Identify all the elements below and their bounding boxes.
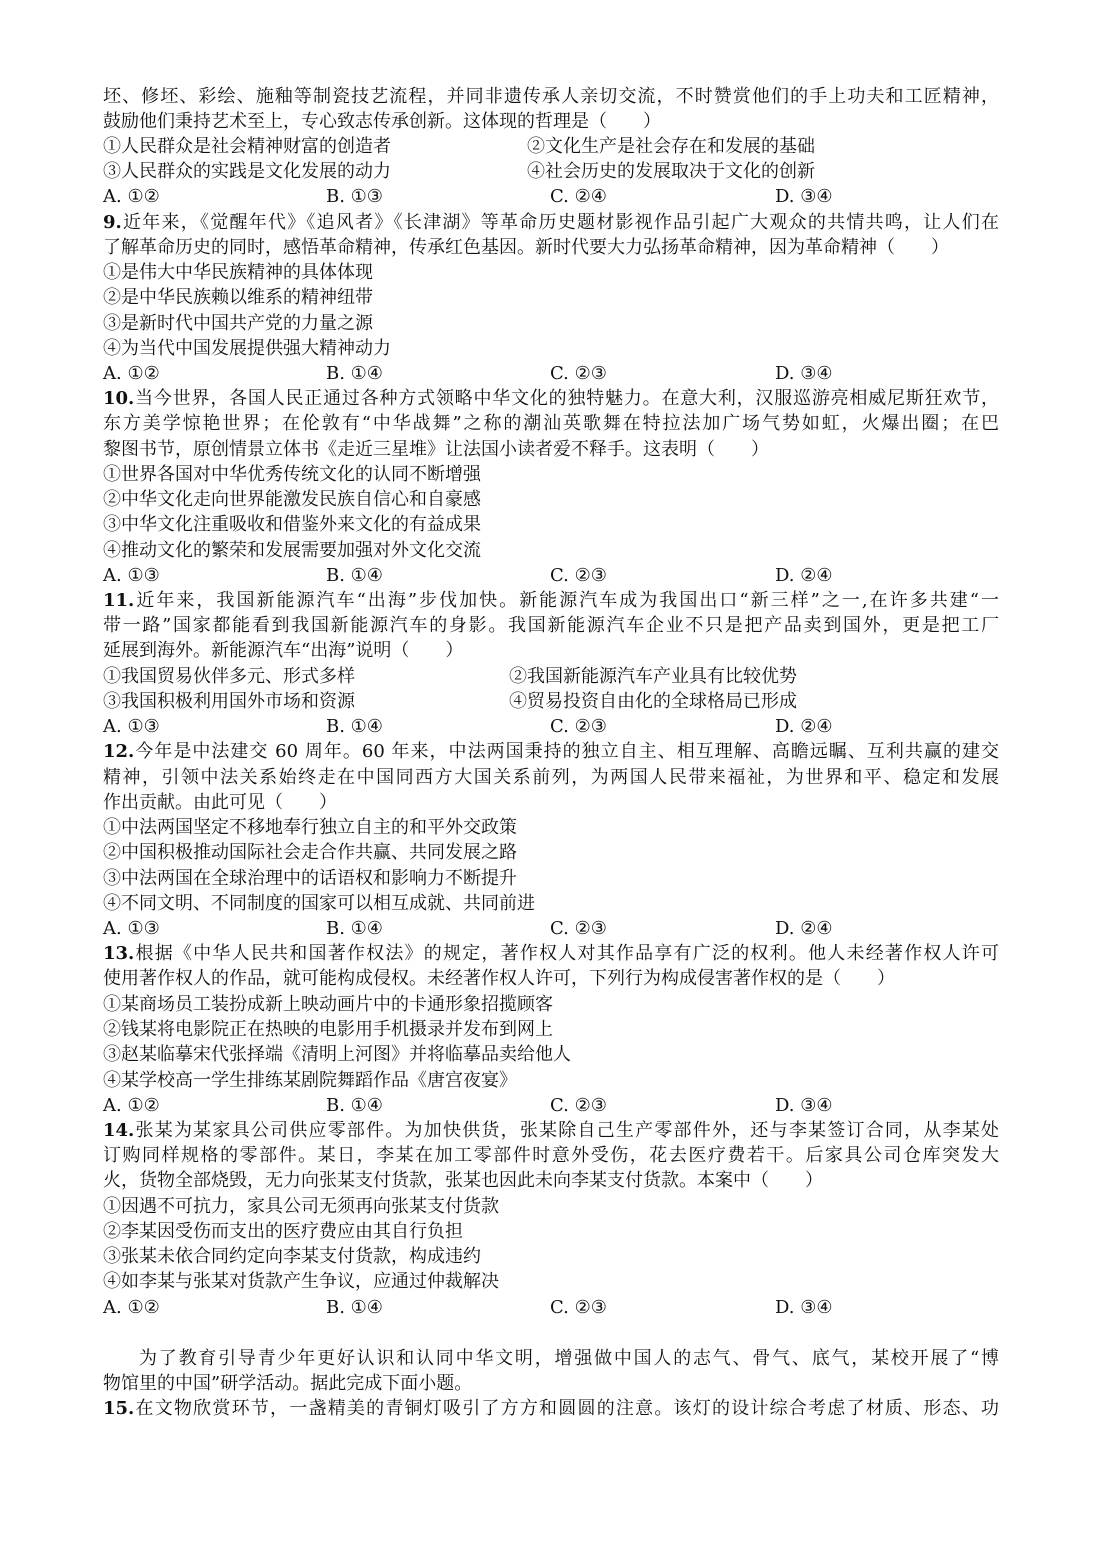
q14-item-4: ④如李某与张某对货款产生争议，应通过仲裁解决: [103, 1271, 499, 1292]
q14-choice-c[interactable]: C. ②③: [550, 1297, 607, 1318]
q13-item-4: ④某学校高一学生排练某剧院舞蹈作品《唐宫夜宴》: [103, 1070, 517, 1091]
q8-item-1: ①人民群众是社会精神财富的创造者: [103, 136, 391, 157]
q13-item-1: ①某商场员工装扮成新上映动画片中的卡通形象招揽顾客: [103, 994, 553, 1015]
q9-stem-line-2: 了解革命历史的同时，感悟革命精神，传承红色基因。新时代要大力弘扬革命精神，因为革命精神（ ）: [103, 237, 949, 258]
q14-item-1: ①因遇不可抗力，家具公司无须再向张某支付货款: [103, 1196, 499, 1217]
q14-choice-a[interactable]: A. ①②: [103, 1297, 160, 1318]
q12-item-1: ①中法两国坚定不移地奉行独立自主的和平外交政策: [103, 817, 517, 838]
q12-item-3: ③中法两国在全球治理中的话语权和影响力不断提升: [103, 868, 517, 889]
q13-stem-line-1: [103, 941, 999, 966]
q12-stem-line-2: 精神，引领中法关系始终走在中国同西方大国关系前列，为两国人民带来福祉，为世界和平、稳定和发展: [103, 767, 999, 788]
q10-stem-line-3: 黎图书节，原创情景立体书《走近三星堆》让法国小读者爱不释手。这表明（ ）: [103, 439, 769, 460]
q8-choice-d[interactable]: D. ③④: [775, 186, 833, 207]
q9-item-3: ③是新时代中国共产党的力量之源: [103, 313, 373, 334]
q14-choice-d[interactable]: D. ③④: [775, 1297, 833, 1318]
q13-stem-text-1: 根据《中华人民共和国著作权法》的规定，著作权人对其作品享有广泛的权利。他人未经著作权人许可: [134, 943, 999, 964]
q9-item-1: ①是伟大中华民族精神的具体体现: [103, 262, 373, 283]
q10-stem-line-2: 东方美学惊艳世界；在伦敦有“中华战舞”之称的潮汕英歌舞在特拉法加广场气势如虹，火爆出圈；在巴: [103, 413, 999, 434]
q11-item-2: ②我国新能源汽车产业具有比较优势: [509, 666, 797, 687]
q15-number: 15.: [103, 1398, 135, 1419]
q14-stem-line-1: [103, 1118, 999, 1143]
q8-item-3: ③人民群众的实践是文化发展的动力: [103, 161, 391, 182]
q8-stem-line-1: 坯、修坯、彩绘、施釉等制瓷技艺流程，并同非遗传承人亲切交流，不时赞赏他们的手上功夫和工匠精神，: [103, 86, 999, 107]
q9-choice-d[interactable]: D. ③④: [775, 363, 833, 384]
q14-item-2: ②李某因受伤而支出的医疗费应由其自行负担: [103, 1221, 463, 1242]
q12-item-4: ④不同文明、不同制度的国家可以相互成就、共同前进: [103, 893, 535, 914]
q13-number: 13.: [103, 943, 135, 964]
q9-item-2: ②是中华民族赖以维系的精神纽带: [103, 287, 373, 308]
q11-item-1: ①我国贸易伙伴多元、形式多样: [103, 666, 355, 687]
q9-item-4: ④为当代中国发展提供强大精神动力: [103, 338, 391, 359]
q9-choice-a[interactable]: A. ①②: [103, 363, 160, 384]
q12-item-2: ②中国积极推动国际社会走合作共赢、共同发展之路: [103, 842, 517, 863]
q11-stem-line-2: 带一路”国家都能看到我国新能源汽车的身影。我国新能源汽车企业不只是把产品卖到国外，更是把工厂: [103, 615, 999, 636]
q10-choice-d[interactable]: D. ②④: [775, 565, 833, 586]
q10-item-1: ①世界各国对中华优秀传统文化的认同不断增强: [103, 464, 481, 485]
q8-choice-c[interactable]: C. ②④: [550, 186, 607, 207]
q12-choice-b[interactable]: B. ①④: [326, 918, 383, 939]
q8-choice-a[interactable]: A. ①②: [103, 186, 160, 207]
q12-number: 12.: [103, 741, 135, 762]
q9-number: 9.: [103, 212, 122, 233]
q12-stem-line-1: [103, 739, 999, 764]
q11-item-4: ④贸易投资自由化的全球格局已形成: [509, 691, 797, 712]
q11-number: 11.: [103, 590, 135, 611]
q14-stem-text-1: 张某为某家具公司供应零部件。为加快供货，张某除自己生产零部件外，还与李某签订合同，从李某处: [134, 1120, 999, 1141]
q9-stem-text-1: 近年来，《觉醒年代》《追风者》《长津湖》等革命历史题材影视作品引起广大观众的共情共鸣，让人们在: [121, 212, 999, 233]
q11-choice-d[interactable]: D. ②④: [775, 716, 833, 737]
q11-choice-a[interactable]: A. ①③: [103, 716, 160, 737]
q8-choice-b[interactable]: B. ①③: [326, 186, 383, 207]
q8-item-4: ④社会历史的发展取决于文化的创新: [527, 161, 815, 182]
q10-choice-c[interactable]: C. ②③: [550, 565, 607, 586]
q10-stem-text-1: 当今世界，各国人民正通过各种方式领略中华文化的独特魅力。在意大利，汉服巡游亮相威尼斯狂欢节，: [134, 388, 999, 409]
q13-choice-a[interactable]: A. ①②: [103, 1095, 160, 1116]
q14-number: 14.: [103, 1120, 135, 1141]
q14-item-3: ③张某未依合同约定向李某支付货款，构成违约: [103, 1246, 481, 1267]
q15-stem-text-1: 在文物欣赏环节，一盏精美的青铜灯吸引了方方和圆圆的注意。该灯的设计综合考虑了材质、形态、功: [134, 1398, 999, 1419]
q11-choice-b[interactable]: B. ①④: [326, 716, 383, 737]
q14-choice-b[interactable]: B. ①④: [326, 1297, 383, 1318]
q13-item-2: ②钱某将电影院正在热映的电影用手机摄录并发布到网上: [103, 1019, 553, 1040]
q13-item-3: ③赵某临摹宋代张择端《清明上河图》并将临摹品卖给他人: [103, 1044, 571, 1065]
q10-number: 10.: [103, 388, 135, 409]
q14-stem-line-2: 订购同样规格的零部件。某日，李某在加工零部件时意外受伤，花去医疗费若干。后家具公司仓库突发大: [103, 1145, 999, 1166]
q13-choice-c[interactable]: C. ②③: [550, 1095, 607, 1116]
q12-choice-c[interactable]: C. ②③: [550, 918, 607, 939]
q11-stem-line-1: [103, 588, 999, 613]
q12-choice-a[interactable]: A. ①③: [103, 918, 160, 939]
q8-stem-line-2: 鼓励他们秉持艺术至上，专心致志传承创新。这体现的哲理是（ ）: [103, 111, 661, 132]
q13-stem-line-2: 使用著作权人的作品，就可能构成侵权。未经著作权人许可，下列行为构成侵害著作权的是（ ）: [103, 968, 895, 989]
q9-stem-line-1: [103, 210, 999, 235]
q13-choice-d[interactable]: D. ③④: [775, 1095, 833, 1116]
q10-choice-a[interactable]: A. ①③: [103, 565, 160, 586]
intro-line-1: 为了教育引导青少年更好认识和认同中华文明，增强做中国人的志气、骨气、底气，某校开展了“博: [139, 1348, 999, 1369]
q10-stem-line-1: [103, 386, 999, 411]
q8-item-2: ②文化生产是社会存在和发展的基础: [527, 136, 815, 157]
q11-stem-text-1: 近年来，我国新能源汽车“出海”步伐加快。新能源汽车成为我国出口“新三样”之一,在许多共建“一: [134, 590, 999, 611]
q11-choice-c[interactable]: C. ②③: [550, 716, 607, 737]
q10-item-4: ④推动文化的繁荣和发展需要加强对外文化交流: [103, 540, 481, 561]
q9-choice-b[interactable]: B. ①④: [326, 363, 383, 384]
q13-choice-b[interactable]: B. ①④: [326, 1095, 383, 1116]
q9-choice-c[interactable]: C. ②③: [550, 363, 607, 384]
q15-stem-line-1: [103, 1396, 999, 1421]
q10-choice-b[interactable]: B. ①④: [326, 565, 383, 586]
q10-item-3: ③中华文化注重吸收和借鉴外来文化的有益成果: [103, 514, 481, 535]
q12-stem-line-3: 作出贡献。由此可见（ ）: [103, 792, 337, 813]
q12-stem-text-1: 今年是中法建交 60 周年。60 年来，中法两国秉持的独立自主、相互理解、高瞻远瞩、互利共赢的建交: [134, 741, 999, 762]
q11-stem-line-3: 延展到海外。新能源汽车“出海”说明（ ）: [103, 640, 464, 661]
intro-line-2: 物馆里的中国”研学活动。据此完成下面小题。: [103, 1373, 473, 1394]
q14-stem-line-3: 火，货物全部烧毁，无力向张某支付货款，张某也因此未向李某支付货款。本案中（ ）: [103, 1170, 823, 1191]
q11-item-3: ③我国积极利用国外市场和资源: [103, 691, 355, 712]
q10-item-2: ②中华文化走向世界能激发民族自信心和自豪感: [103, 489, 481, 510]
q12-choice-d[interactable]: D. ②④: [775, 918, 833, 939]
